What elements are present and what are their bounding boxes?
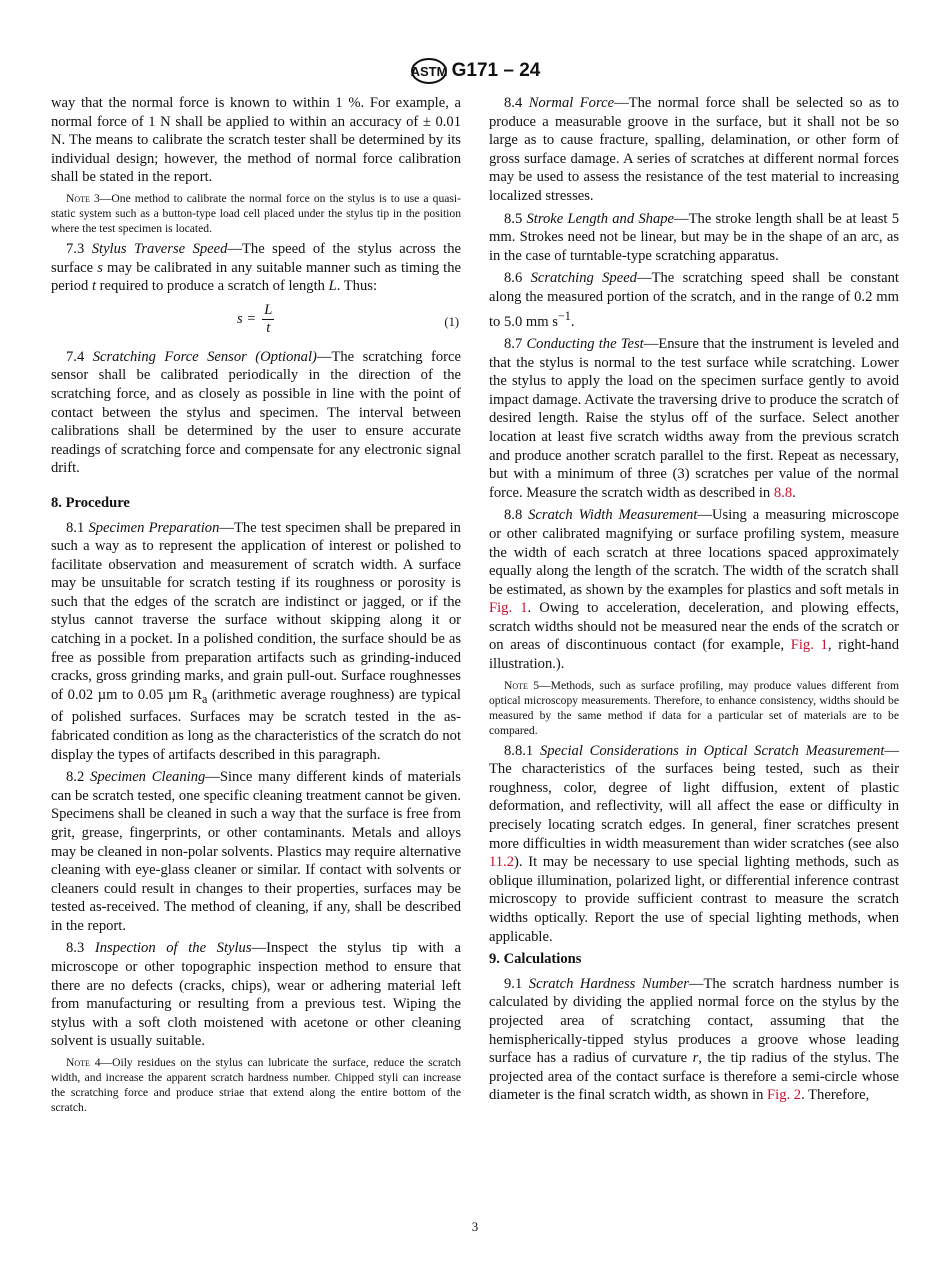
section-7-4: 7.4 Scratching Force Sensor (Optional)—The scratching force sensor shall be calibrated periodically in the direction of the scratching force, and as closely as possible in line with the point of contact between the stylus and specimen. The interval between calibrations shall be determined by the user to ensure accurate readings of scratching force and compensate for any electronic signal drift.: [51, 348, 461, 477]
section-8-4: 8.4 Normal Force—The normal force shall be selected so as to produce a measurable groove in the surface, but it shall not be so large as to cause fracture, spalling, delamination, or other form of gross surface damage. A series of scratches at different normal forces may be used to assess the resistance of the test material to increasing localized stresses.: [489, 95, 899, 204]
note-5: Note 5—Methods, such as surface profiling, may produce values different from optical microscopy measurements. Therefore, to enhance consistency, widths should be measured by the same method if data for a particular set of materials are to be compared.: [489, 678, 899, 737]
page-header: [0, 56, 950, 86]
link-8-8[interactable]: 8.8: [773, 484, 793, 501]
section-8-8: 8.8 Scratch Width Measurement—Using a measuring microscope or other calibrated magnifying or surface profiling system, measure the width of each scratch at three locations spaced approximately equally along the length of the scratch. The width of the scratch shall be estimated, as shown by the examples for plastics and soft metals in Fig. 1. Owing to acceleration, deceleration, and plowing effects, scratch widths should not be measured near the ends of the scratch or on areas of discontinuous contact (for example, Fig. 1, right-hand illustration.).: [489, 507, 900, 673]
link-fig-1[interactable]: Fig. 1: [790, 637, 828, 654]
link-fig-2[interactable]: Fig. 2: [767, 1087, 802, 1104]
designation: G171 – 24: [451, 60, 541, 82]
equation-number: (1): [444, 314, 459, 329]
link-fig-1[interactable]: Fig. 1: [489, 600, 528, 617]
section-7-3: 7.3 Stylus Traverse Speed—The speed of the stylus across the surface s may be calibrated in any suitable manner such as timing the period t required to produce a scratch of length L. Thus:: [51, 240, 462, 295]
section-8-2: 8.2 Specimen Cleaning—Since many different kinds of materials can be scratch tested, one specific cleaning treatment cannot be given. Specimens shall be cleaned in such a way that the surface is free from grit, grease, fingerprints, or other contaminants. Metals and alloys may be cleaned in non-polar solvents. Plastics may require alternative cleaning with eye-glass cleaner or similar. If contact with solvents or cleaners could result in changes to their properties, surfaces may be tested as-received. The method of cleaning, if any, shall be described in the report.: [51, 769, 461, 934]
left-column: [51, 94, 461, 1119]
note-4: Note 4—Oily residues on the stylus can lubricate the surface, reduce the scratch width, and increase the apparent scratch hardness number. Chipped styli can increase the scratching force and produce striae that extend along the entire bottom of the scratch.: [51, 1056, 461, 1115]
section-8-7: 8.7 Conducting the Test—Ensure that the instrument is leveled and that the stylus is normal to the test surface while scratching. Lower the stylus to apply the load on the specimen surface gently to avoid impact damage. Activate the traversing drive to produce the scratch of desired length. Raise the stylus off of the surface. Select another location at least five scratch widths away from the previous scratch and produce another scratch parallel to the first. Repeat as necessary, but with a minimum of three (3) scratches per value of the normal force. Measure the scratch width as described in 8.8.: [489, 335, 899, 501]
section-heading-calculations: 9. Calculations: [489, 951, 582, 968]
section-8-3: 8.3 Inspection of the Stylus—Inspect the stylus tip with a microscope or other topographic inspection method to ensure that there are no defects (cracks, chips), wear or adhering material left from manufacturing or resulting from a previous test. Wiping the stylus with a soft cloth moistened with acetone or other cleaning solvent is usually suitable.: [51, 940, 461, 1050]
section-8-8-1: 8.8.1 Special Considerations in Optical Scratch Measurement—The characteristics of the surfaces being tested, such as their roughness, color, degree of light diffusion, extent of plastic deformation, and reflectivity, will all affect the ease or difficulty in precisely locating scratch edges. In general, finer scratches present more difficulties in width measurement than wider scratches (see also 11.2). It may be necessary to use special lighting methods, such as oblique illumination, polarized light, or differential inference contrast microscopy to provide sufficient contrast to measure the scratch widths optically. Report the use of special lighting methods, when applicable.: [489, 742, 899, 945]
link-11-2[interactable]: 11.2: [489, 854, 514, 871]
section-8-6: 8.6 Scratching Speed—The scratching speed shall be constant along the measured portion of the scratch, and in the range of 0.2 mm to 5.0 mm $s^{-1}$.: [489, 270, 899, 330]
paragraph: way that the normal force is known to within 1 %. For example, a normal force of 1 N shall be applied to within an accuracy of ± 0.01 N. The means to calibrate the scratch tester shall be determined by its individual design; however, the method of normal force calibration shall be stated in the report.: [51, 95, 461, 186]
right-column: [489, 94, 899, 1109]
section-8-5: 8.5 Stroke Length and Shape—The stroke length shall be at least 5 mm. Strokes need not be linear, but may be in the shape of an arc, as in the case of turntable-type scratching apparatus.: [489, 210, 900, 264]
section-heading-procedure: 8. Procedure: [51, 494, 130, 511]
section-8-1: 8.1 Specimen Preparation—The test specimen shall be prepared in such a way as to represent the application of interest or polished to facilitate observation and measurement of scratch width. A surface may be unsuitable for scratch testing if its roughness or porosity is such that the edges of the scratch are indistinct or jagged, or if the stylus cannot traverse the surface without skipping along it or catching in a pocket. In a polished condition, the surface should be as free as possible from preparation artifacts such as grinding-induced cracks, gross grinding marks, and grain pull-out. Surface roughnesses of 0.02 µm to 0.05 µm $R_a$ (arithmetic average roughness) are typical of polished surfaces. Surfaces may be scratch tested in the as-fabricated condition as long as the characteristics of the scratch do not display the types of artifacts described in this paragraph.: [51, 519, 461, 763]
section-9-1: 9.1 Scratch Hardness Number—The scratch hardness number is calculated by dividing the applied normal force on the stylus by the projected area of scratching contact, assuming that the hemispherically-tipped stylus produces a groove whose leading surface has a radius of curvature r, the tip radius of the stylus. The projected area of the contact surface is therefore a semi-circle whose diameter is the final scratch width, as shown in Fig. 2. Therefore,: [489, 975, 899, 1104]
astm-logo-icon: [410, 56, 448, 86]
page-number: 3: [471, 1219, 479, 1234]
note-3: Note 3—One method to calibrate the normal force on the stylus is to use a quasi-static system such as a button-type load cell placed under the stylus tip in the position where the test specimen is located.: [51, 191, 461, 235]
svg-text:ASTM: ASTM: [410, 64, 448, 79]
equation-1: s = $\frac{L}{t}$ (1): [237, 301, 459, 336]
